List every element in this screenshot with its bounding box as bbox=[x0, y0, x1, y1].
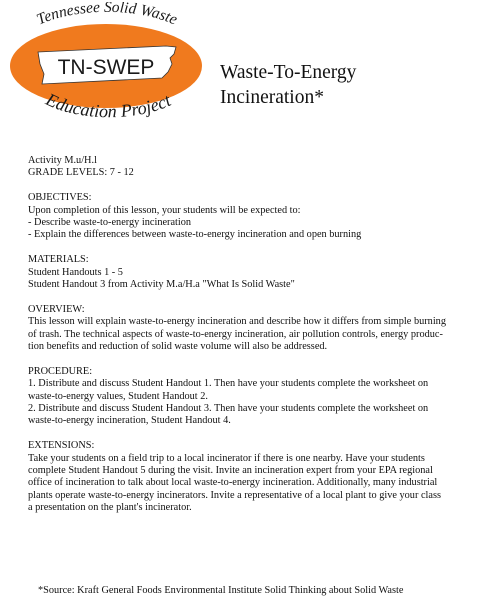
grade-levels: GRADE LEVELS: 7 - 12 bbox=[28, 167, 134, 179]
procedure-heading: PROCEDURE: bbox=[28, 365, 93, 377]
overview-heading: OVERVIEW: bbox=[28, 303, 85, 315]
extensions-line: office of incineration to talk about local waste-to-energy incineration. Additionally, many industrial bbox=[28, 477, 438, 489]
overview-line: This lesson will explain waste-to-energy incineration and describe how it differs from simple burning bbox=[28, 316, 446, 328]
title-line-2: Incineration* bbox=[220, 87, 324, 108]
source-footnote: *Source: Kraft General Foods Environmental Institute Solid Thinking about Solid Waste bbox=[38, 585, 404, 596]
objectives-heading: OBJECTIVES: bbox=[28, 192, 92, 204]
materials-heading: MATERIALS: bbox=[28, 254, 89, 266]
extensions-line: a presentation on the plant's incinerator. bbox=[28, 502, 192, 514]
lesson-body bbox=[28, 155, 490, 515]
procedure-line: waste-to-energy values, Student Handout 2. bbox=[28, 390, 208, 402]
overview-line: tion benefits and reduction of solid waste volume will also be addressed. bbox=[28, 341, 328, 353]
title-line-1: Waste-To-Energy bbox=[220, 62, 357, 83]
extensions-line: complete Student Handout 5 during the visit. Invite an incineration expert from your EPA regional bbox=[28, 465, 433, 477]
activity-code: Activity M.u/H.l bbox=[28, 155, 97, 166]
logo-acronym: TN-SWEP bbox=[57, 56, 155, 79]
material-item: Student Handouts 1 - 5 bbox=[28, 266, 123, 278]
procedure-line: 1. Distribute and discuss Student Handout 1. Then have your students complete the worksheet on bbox=[28, 378, 429, 390]
document-title bbox=[220, 60, 356, 110]
overview-line: of trash. The technical aspects of waste-to-energy incineration, air pollution controls, energy produc- bbox=[28, 328, 443, 340]
procedure-line: waste-to-energy incineration, Student Handout 4. bbox=[28, 415, 231, 427]
extensions-heading: EXTENSIONS: bbox=[28, 440, 95, 452]
objective-item: - Describe waste-to-energy incineration bbox=[28, 217, 192, 229]
logo-arc-top: Tennessee Solid Waste bbox=[34, 2, 180, 29]
logo-arc-bottom: Education Project bbox=[42, 89, 174, 122]
extensions-line: plants operate waste-to-energy incinerators. Invite a representative of a local plant to give your class bbox=[28, 489, 441, 501]
material-item: Student Handout 3 from Activity M.a/H.a "What Is Solid Waste" bbox=[28, 279, 295, 291]
procedure-line: 2. Distribute and discuss Student Handout 3. Then have your students complete the worksheet on bbox=[28, 403, 429, 415]
objective-item: - Explain the differences between waste-to-energy incineration and open burning bbox=[28, 229, 362, 241]
objectives-intro: Upon completion of this lesson, your students will be expected to: bbox=[28, 204, 301, 216]
extensions-line: Take your students on a field trip to a local incinerator if there is one nearby. Have your students bbox=[28, 452, 425, 464]
tn-swep-logo bbox=[2, 2, 207, 134]
